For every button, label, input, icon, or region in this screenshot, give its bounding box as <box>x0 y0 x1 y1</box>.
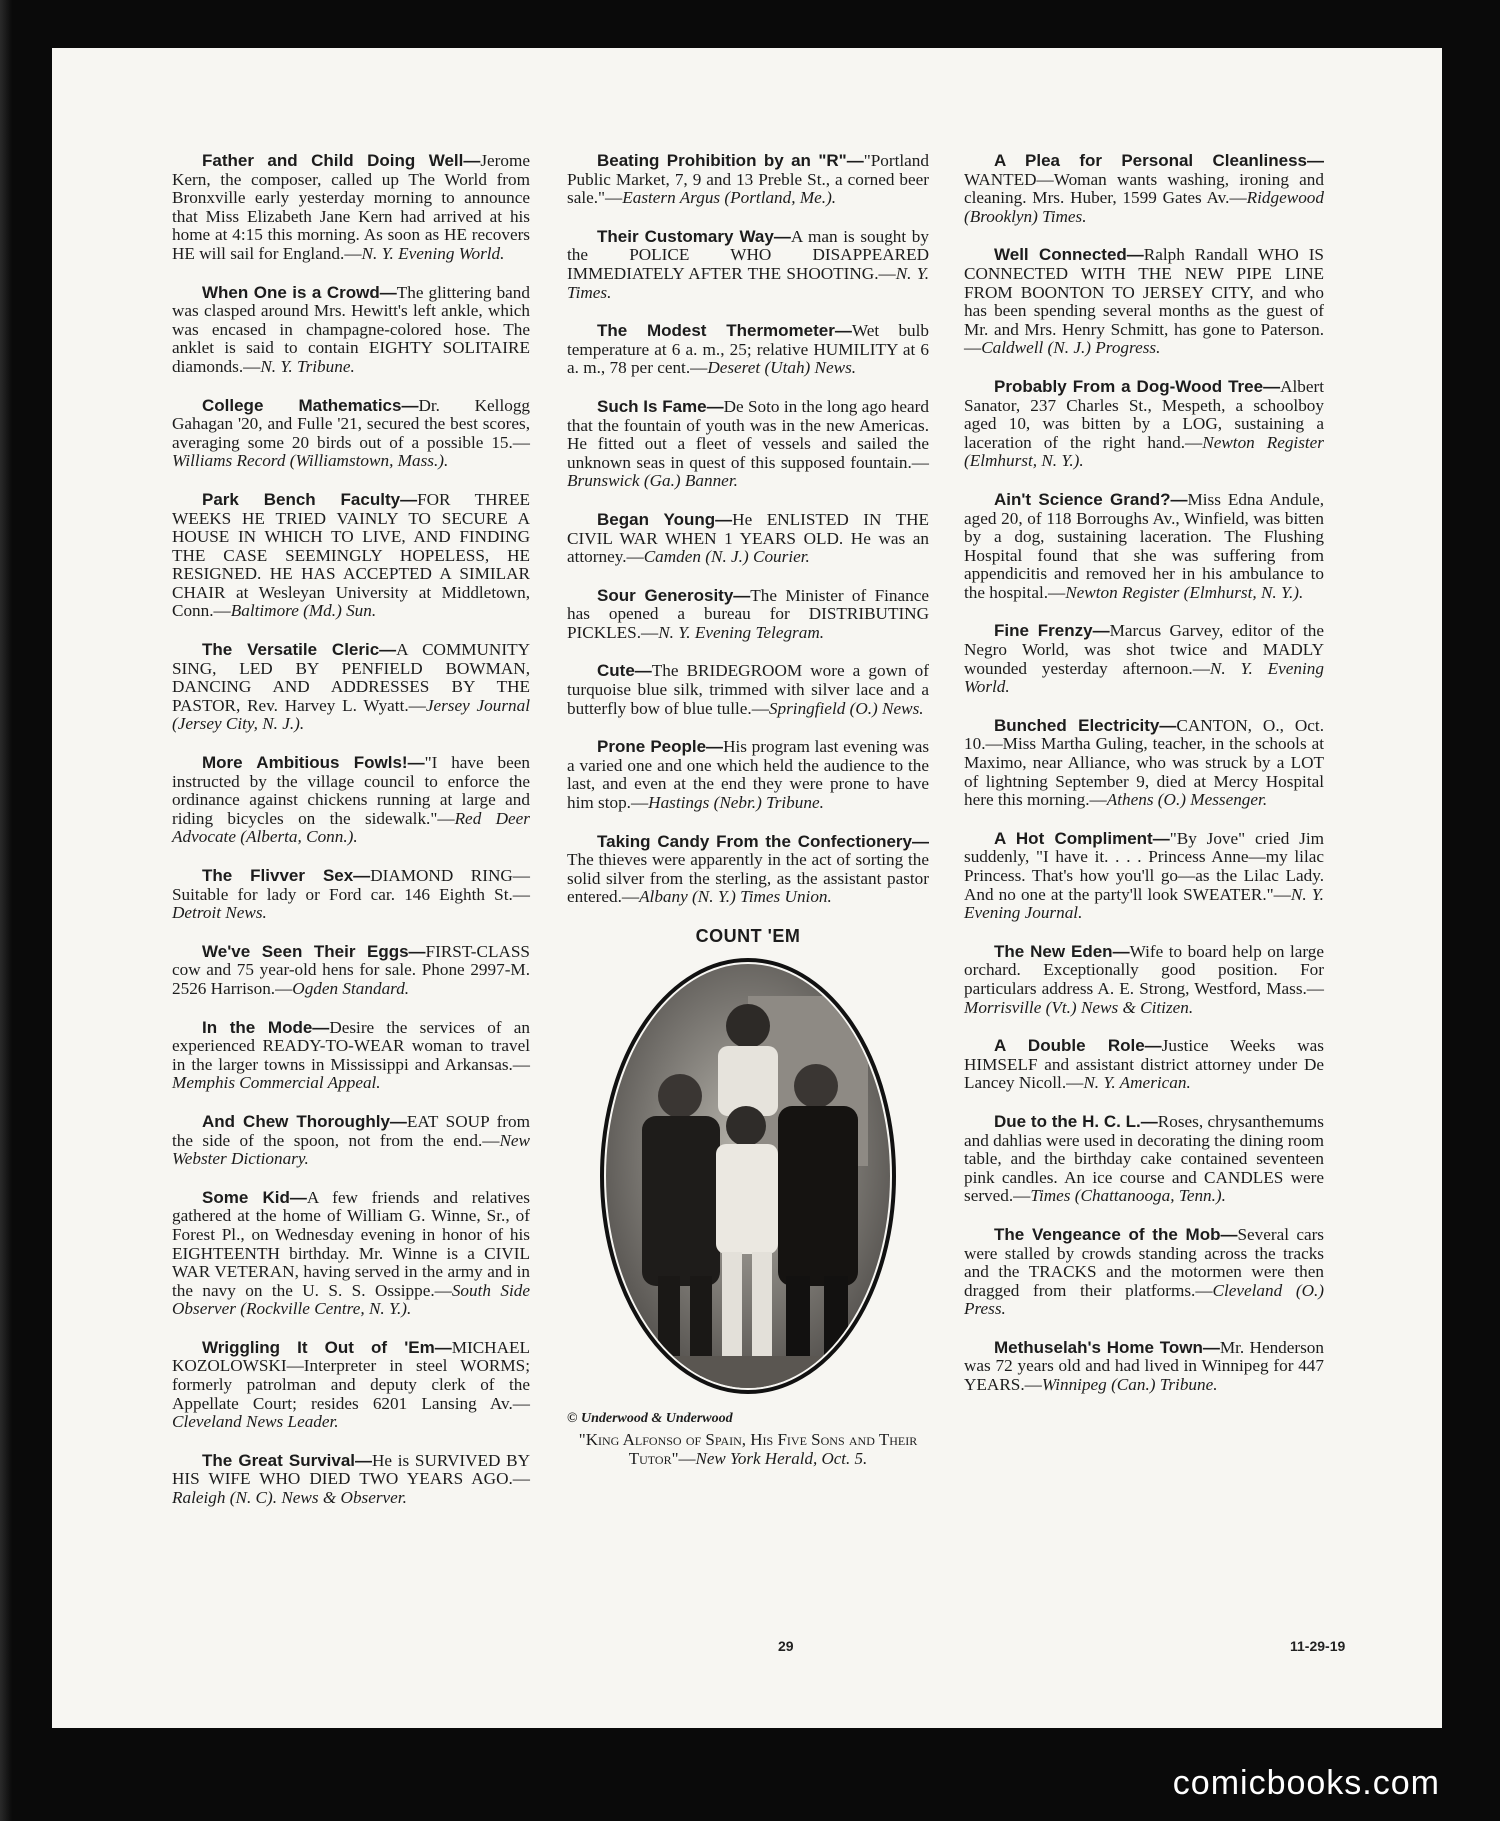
news-item <box>964 717 1324 810</box>
item-body: FOR THREE WEEKS HE TRIED VAINLY TO SECURE A HOUSE IN WHICH TO LIVE, AND FINDING THE CASE SEEMINGLY HOPELESS, HE RESIGNED. HE HAS ACCEPTED A SIMILAR CHAIR at Wesleyan University at Middletown, Conn.— <box>172 489 530 621</box>
item-heading: Wriggling It Out of 'Em— <box>202 1337 452 1357</box>
item-body: A COMMUNITY SING, LED BY PENFIELD BOWMAN, DANCING AND ADDRESSES BY THE PASTOR, Rev. Harvey L. Wyatt.— <box>172 640 530 715</box>
item-source: N. Y. American. <box>1083 1073 1191 1093</box>
item-body: "By Jove" cried Jim suddenly, "I have it. . . . Princess Anne—my lilac Princess. That's how you'll go—as the Lilac Lady. And no one at the party'll look SWEATER."— <box>964 828 1324 904</box>
item-body: Jerome Kern, the composer, called up The World from Bronxville early yesterday morning to announce that Miss Elizabeth Jane Kern had arrived at his home at 4:15 this morning. As soon as HE recovers HE will sail for England.— <box>172 151 530 263</box>
item-source: Camden (N. J.) Courier. <box>643 547 810 567</box>
news-item <box>964 378 1324 471</box>
item-source: Athens (O.) Messenger. <box>1106 790 1268 810</box>
item-heading: Their Customary Way— <box>597 226 791 246</box>
page-number: 29 <box>778 1638 794 1654</box>
item-body: The Minister of Finance has opened a bureau for DISTRIBUTING PICKLES.— <box>567 585 929 642</box>
item-source: Williams Record (Williamstown, Mass.). <box>172 451 449 471</box>
news-item <box>172 491 530 621</box>
item-source: Red Deer Advocate (Alberta, Conn.). <box>172 808 530 847</box>
news-item <box>172 284 530 377</box>
item-body: MICHAEL KOZOLOWSKI—Interpreter in steel WORMS; formerly patrolman and deputy clerk of the Appellate Court; resides 6201 Lansing Av.— <box>172 1337 530 1413</box>
item-heading: A Plea for Personal Cleanliness— <box>994 151 1324 170</box>
item-body: A few friends and relatives gathered at the home of William G. Winne, Sr., of Forest Pl., on Wednesday evening in honor of his EIGHTEENTH birthday. Mr. Winne is a CIVIL WAR VETERAN, having served in the army and in the navy on the U. S. S. Ossippe.— <box>172 1187 530 1300</box>
news-item <box>172 1339 530 1432</box>
news-item <box>964 152 1324 226</box>
family-portrait-photo <box>598 956 898 1396</box>
caption-text: "King Alfonso of Spain, His Five Sons and Their Tutor"— <box>578 1430 918 1469</box>
item-body: FIRST-CLASS cow and 75 year-old hens for sale. Phone 2997-M. 2526 Harrison.— <box>172 941 530 998</box>
item-source: Times (Chattanooga, Tenn.). <box>1030 1186 1226 1206</box>
item-body: "I have been instructed by the village council to enforce the ordinance against chickens running at large and riding bicycles on the sidewalk."— <box>172 753 530 828</box>
item-heading: The Flivver Sex— <box>202 866 371 885</box>
caption-source: New York Herald, Oct. 5. <box>695 1449 868 1469</box>
book-spine <box>0 0 12 1821</box>
item-source: Hastings (Nebr.) Tribune. <box>648 793 824 813</box>
item-body: The BRIDEGROOM wore a gown of turquoise blue silk, trimmed with silver lace and a butterfly bow of blue tulle.— <box>567 661 929 718</box>
item-body: A man is sought by the POLICE WHO DISAPPEARED IMMEDIATELY AFTER THE SHOOTING.— <box>567 226 929 283</box>
item-heading: The Great Survival— <box>202 1450 373 1470</box>
item-heading: The Versatile Cleric— <box>202 640 397 660</box>
magazine-page <box>52 48 1442 1728</box>
item-heading: Prone People— <box>597 737 724 757</box>
item-heading: Such Is Fame— <box>597 396 724 416</box>
news-item <box>172 943 530 999</box>
item-body: The glittering band was clasped around Mrs. Hewitt's left ankle, which was encased in champagne-colored hose. The anklet is said to contain EIGHTY SOLITAIRE diamonds.— <box>172 282 530 376</box>
news-item <box>567 511 929 567</box>
watermark: comicbooks.com <box>1172 1764 1440 1802</box>
item-source: Raleigh (N. C). News & Observer. <box>172 1488 407 1508</box>
item-source: Cleveland (O.) Press. <box>964 1280 1325 1319</box>
item-body: De Soto in the long ago heard that the fountain of youth was in the new Americas. He fitted out a fleet of vessels and sailed the unknown seas in quest of this supposed fountain.— <box>567 396 929 472</box>
item-heading: The Vengeance of the Mob— <box>994 1224 1238 1244</box>
item-body: His program last evening was a varied one and one which held the audience to the last, and even at the end they were prone to have him stop.— <box>567 737 930 813</box>
item-body: The thieves were apparently in the act of sorting the solid silver from the sterling, as the assistant pastor entered.— <box>567 850 929 907</box>
item-source: Newton Register (Elmhurst, N. Y.). <box>1065 582 1304 602</box>
item-body: Roses, chrysanthemums and dahlias were used in decorating the dining room table, and the birthday cake contained seventeen pink candles. An ice course and CANDLES were served.— <box>964 1111 1324 1206</box>
item-heading: Well Connected— <box>994 245 1144 265</box>
news-item <box>172 1019 530 1093</box>
item-heading: Sour Generosity— <box>597 585 751 605</box>
item-heading: The New Eden— <box>994 941 1130 961</box>
item-heading: A Hot Compliment— <box>994 828 1170 848</box>
item-source: Deseret (Utah) News. <box>707 358 857 378</box>
item-heading: Methuselah's Home Town— <box>994 1337 1220 1357</box>
item-source: Albany (N. Y.) Times Union. <box>639 887 832 907</box>
item-source: New Webster Dictionary. <box>172 1130 530 1169</box>
news-item <box>964 943 1324 1017</box>
item-heading: Some Kid— <box>202 1187 307 1207</box>
photo-frame <box>567 956 929 1396</box>
item-source: Caldwell (N. J.) Progress. <box>981 338 1161 358</box>
news-item <box>172 397 530 471</box>
item-source: Ridgewood (Brooklyn) Times. <box>964 188 1324 226</box>
news-item <box>964 491 1324 603</box>
item-body: He is SURVIVED BY HIS WIFE WHO DIED TWO YEARS AGO.— <box>172 1450 530 1489</box>
item-body: Several cars were stalled by crowds standing across the tracks and the TRACKS and the motormen were then dragged from their platforms.— <box>964 1224 1324 1300</box>
item-source: South Side Observer (Rockville Centre, N. Y.). <box>172 1280 530 1319</box>
item-heading: More Ambitious Fowls!— <box>202 753 425 773</box>
item-source: Memphis Commercial Appeal. <box>172 1073 381 1093</box>
item-body: Justice Weeks was HIMSELF and assistant district attorney under De Lancey Nicoll.— <box>964 1036 1324 1093</box>
item-heading: Began Young— <box>597 509 733 529</box>
news-item <box>567 662 929 718</box>
news-item <box>567 228 929 302</box>
item-source: Jersey Journal (Jersey City, N. J.). <box>172 695 530 734</box>
item-source: Cleveland News Leader. <box>172 1412 339 1432</box>
news-item <box>172 754 530 847</box>
item-body: Wife to board help on large orchard. Exceptionally good position. For particulars address A. E. Strong, Westford, Mass.— <box>964 941 1325 998</box>
section-title: COUNT 'EM <box>695 926 801 946</box>
item-source: Brunswick (Ga.) Banner. <box>567 471 738 491</box>
news-item <box>964 1339 1324 1395</box>
item-source: N. Y. Tribune. <box>260 356 355 376</box>
date-code: 11-29-19 <box>1290 1638 1346 1654</box>
item-heading: The Modest Thermometer— <box>597 321 852 341</box>
item-source: N. Y. Times. <box>567 263 929 302</box>
item-body: Wet bulb temperature at 6 a. m., 25; relative HUMILITY at 6 a. m., 78 per cent.— <box>567 321 930 378</box>
news-item <box>567 398 929 491</box>
item-source: Detroit News. <box>172 903 267 923</box>
item-body: WANTED—Woman wants washing, ironing and cleaning. Mrs. Huber, 1599 Gates Av.— <box>964 169 1324 208</box>
news-item <box>172 152 530 264</box>
item-source: N. Y. Evening World. <box>964 658 1324 697</box>
news-item <box>567 833 929 907</box>
item-body: "Portland Public Market, 7, 9 and 13 Preble St., a corned beer sale."— <box>567 151 929 208</box>
item-heading: And Chew Thoroughly— <box>202 1111 407 1131</box>
news-item <box>567 152 929 208</box>
item-source: Morrisville (Vt.) News & Citizen. <box>964 997 1194 1017</box>
photo-caption <box>567 1430 929 1468</box>
item-body: Miss Edna Andule, aged 20, of 118 Borroughs Av., Winfield, was bitten by a dog, sustaining laceration. The Flushing Hospital found that she was suffering from appendicitis and removed her in his ambulance to the hospital.— <box>964 489 1324 602</box>
item-heading: Probably From a Dog-Wood Tree— <box>994 376 1281 396</box>
item-source: Winnipeg (Can.) Tribune. <box>1041 1375 1218 1395</box>
item-heading: Park Bench Faculty— <box>202 489 418 509</box>
item-heading: Father and Child Doing Well— <box>202 151 481 170</box>
item-body: Desire the services of an experienced READY-TO-WEAR woman to travel in the larger towns in Mississippi and Arkansas.— <box>172 1017 530 1074</box>
item-heading: Beating Prohibition by an "R"— <box>597 151 864 170</box>
news-item <box>964 1226 1324 1319</box>
item-source: Springfield (O.) News. <box>768 698 924 718</box>
news-item <box>567 322 929 378</box>
item-heading: A Double Role— <box>994 1036 1162 1056</box>
news-item <box>172 1113 530 1169</box>
item-heading: Ain't Science Grand?— <box>994 489 1188 509</box>
item-source: Baltimore (Md.) Sun. <box>230 601 377 621</box>
news-item <box>964 246 1324 358</box>
item-source: N. Y. Evening Telegram. <box>658 622 825 642</box>
item-source: N. Y. Evening Journal. <box>964 884 1324 923</box>
column-1 <box>172 152 530 1528</box>
item-heading: When One is a Crowd— <box>202 282 397 302</box>
news-item <box>964 1113 1324 1206</box>
news-item <box>964 830 1324 923</box>
item-body: Albert Sanator, 237 Charles St., Mespeth, a schoolboy aged 10, was bitten by a LOG, sustaining a laceration of the right hand.— <box>964 376 1324 452</box>
item-heading: College Mathematics— <box>202 395 419 415</box>
item-body: CANTON, O., Oct. 10.—Miss Martha Guling, teacher, in the schools at Maximo, near Alliance, who was struck by a LOT of lightning September 9, died at Mercy Hospital here this morning.— <box>964 715 1324 810</box>
news-item <box>172 641 530 734</box>
item-heading: We've Seen Their Eggs— <box>202 941 426 961</box>
item-body: Marcus Garvey, editor of the Negro World, was shot twice and MADLY wounded yesterday afternoon.— <box>964 621 1324 678</box>
item-body: Mr. Henderson was 72 years old and had lived in Winnipeg for 447 YEARS.— <box>964 1337 1324 1395</box>
item-heading: Bunched Electricity— <box>994 715 1177 735</box>
news-item <box>567 587 929 643</box>
item-source: Ogden Standard. <box>292 978 410 998</box>
item-body: Dr. Kellogg Gahagan '20, and Fulle '21, secured the best scores, averaging some 20 birds out of a possible 15.— <box>172 395 531 452</box>
item-source: N. Y. Evening World. <box>361 243 505 263</box>
item-body: He ENLISTED IN THE CIVIL WAR WHEN 1 YEARS OLD. He was an attorney.— <box>567 509 929 567</box>
column-2 <box>567 152 929 1468</box>
photo-credit: © Underwood & Underwood <box>567 1410 733 1426</box>
item-heading: Taking Candy From the Confectionery— <box>597 831 929 851</box>
item-heading: Fine Frenzy— <box>994 621 1110 641</box>
news-item <box>567 738 929 812</box>
news-item <box>172 867 530 923</box>
item-heading: In the Mode— <box>202 1017 330 1037</box>
item-source: Newton Register (Elmhurst, N. Y.). <box>964 432 1324 471</box>
item-body: Ralph Randall WHO IS CONNECTED WITH THE NEW PIPE LINE FROM BOONTON TO JERSEY CITY, and who has been spending several months as the guest of Mr. and Mrs. Henry Schmitt, has gone to Paterson.— <box>964 245 1324 358</box>
news-item <box>172 1452 530 1508</box>
item-heading: Cute— <box>597 661 652 681</box>
news-item <box>964 1037 1324 1093</box>
column-3 <box>964 152 1324 1415</box>
item-heading: Due to the H. C. L.— <box>994 1111 1158 1131</box>
news-item <box>964 622 1324 696</box>
item-source: Eastern Argus (Portland, Me.). <box>622 188 837 208</box>
news-item <box>172 1189 530 1319</box>
item-body: EAT SOUP from the side of the spoon, not from the end.— <box>172 1111 530 1150</box>
item-body: DIAMOND RING—Suitable for lady or Ford car. 146 Eighth St.— <box>172 866 530 904</box>
